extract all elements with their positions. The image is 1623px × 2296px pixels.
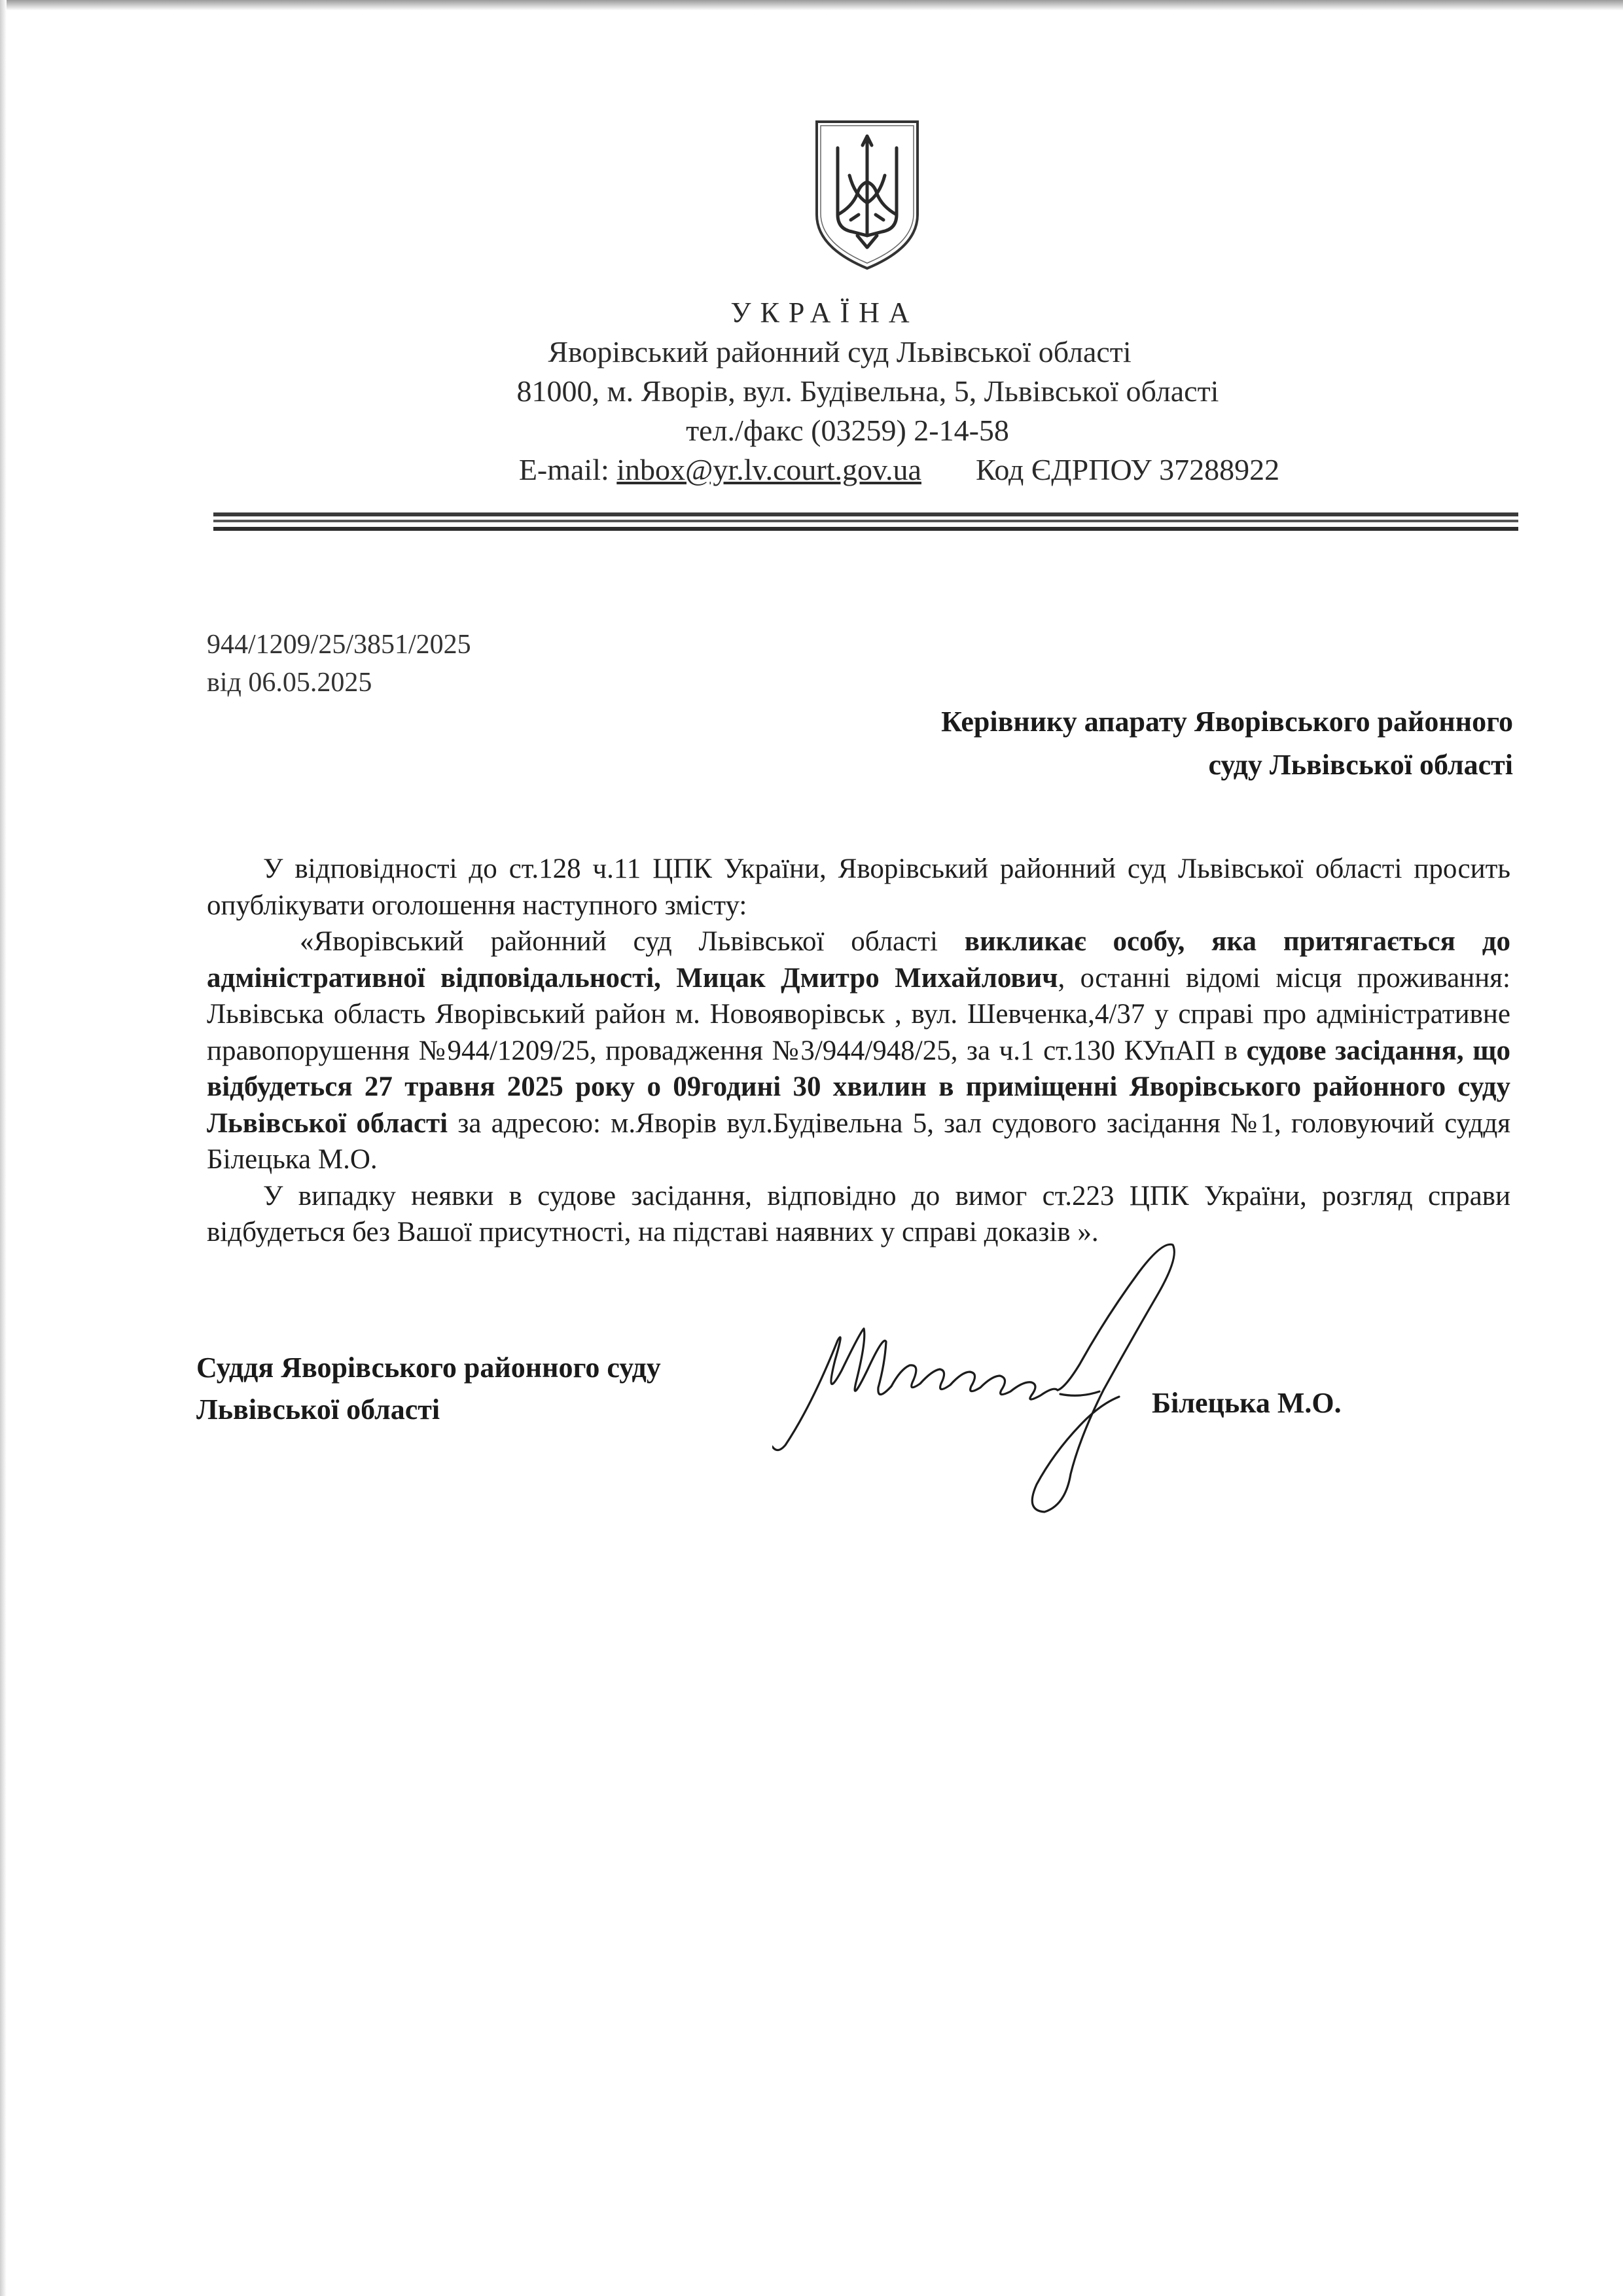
email-label: E-mail: (518, 453, 609, 486)
header-divider (213, 512, 1518, 516)
judge-title-line-2: Львівської області (196, 1393, 440, 1426)
court-name: Яворівський районний суд Львівської області (548, 335, 1132, 368)
announcement-intro: «Яворівський районний суд Львівської області (300, 926, 965, 957)
trident-coat-of-arms-icon (812, 117, 923, 274)
body-paragraph-3: У випадку неявки в судове засідання, відповідно до вимог ст.223 ЦПК України, розгляд справи відбудеться без Вашої присутності, на підставі наявних у справі доказів ». (207, 1180, 1510, 1247)
addressee-line-2: суду Львівської області (1208, 749, 1513, 781)
letter-body (207, 851, 1510, 1251)
scan-edge-top (0, 0, 1623, 10)
hearing-location: за адресою: м.Яворів вул.Будівельна 5, зал судового засідання №1, головуючий суддя Білецька М.О. (207, 1107, 1510, 1175)
hearing-datetime: судове засідання, що відбудеться 27 травня 2025 року о 09годині 30 хвилин в приміщенні Яворівського районного суду Львівської області (207, 1035, 1510, 1139)
letterhead (0, 293, 1623, 490)
judge-name: Білецька М.О. (1152, 1387, 1342, 1419)
case-details: , останні відомі місця проживання: Львівська область Яворівський район м. Новояворівськ , вул. Шевченка,4/37 у справі про адміністративне правопорушення №944/1209/25, провадження №3/944/948/25, за ч.1 ст.130 КУпАП в (207, 962, 1510, 1066)
outgoing-reference (207, 626, 471, 702)
summoned-person: викликає особу, яка притягається до адміністративної відповідальності, Мицак Дмитро Михайлович (207, 926, 1511, 994)
email-link[interactable]: inbox@yr.lv.court.gov.ua (616, 453, 921, 486)
addressee (941, 700, 1513, 787)
handwritten-signature (772, 1230, 1178, 1545)
judge-title-line-1: Суддя Яворівського районного суду (196, 1352, 661, 1384)
body-paragraph-2 (207, 924, 1510, 1178)
reference-number: 944/1209/25/3851/2025 (207, 630, 471, 660)
addressee-line-1: Керівнику апарату Яворівського районного (941, 706, 1513, 738)
court-address: 81000, м. Яворів, вул. Будівельна, 5, Львівської області (516, 374, 1219, 408)
reference-date: від 06.05.2025 (207, 668, 372, 698)
header-divider (213, 520, 1518, 522)
body-paragraph-1: У відповідності до ст.128 ч.11 ЦПК України, Яворівський районний суд Львівської області просить опублікувати оголошення наступного змісту: (207, 853, 1510, 921)
edrpou-code: Код ЄДРПОУ 37288922 (975, 453, 1280, 486)
header-divider (213, 527, 1518, 531)
court-phone: тел./факс (03259) 2-14-58 (686, 414, 1009, 447)
contact-line (175, 450, 1623, 490)
judge-title (196, 1347, 661, 1431)
country-name: УКРАЇНА (730, 296, 919, 329)
